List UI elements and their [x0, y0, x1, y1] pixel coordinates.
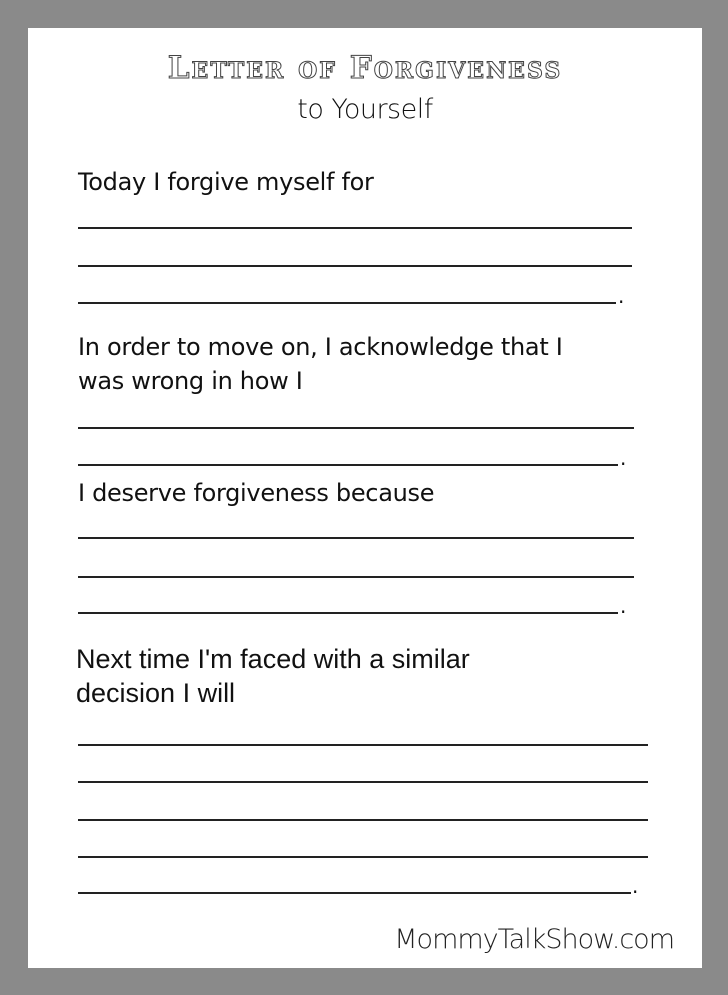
prompt-next-time-line2: decision I will	[76, 678, 236, 708]
end-period: .	[618, 284, 625, 308]
worksheet-page	[28, 28, 702, 968]
prompt-acknowledge-line2: was wrong in how I	[78, 367, 303, 395]
blank-line[interactable]	[78, 744, 648, 746]
prompt-deserve: I deserve forgiveness because	[78, 479, 435, 507]
blank-line[interactable]	[78, 781, 648, 783]
blank-line[interactable]	[78, 576, 634, 578]
blank-line[interactable]	[78, 265, 632, 267]
page-subtitle: to Yourself	[297, 94, 433, 125]
end-period: .	[620, 446, 627, 470]
site-credit: MommyTalkShow.com	[394, 924, 674, 955]
prompt-acknowledge-line1: In order to move on, I acknowledge that I	[78, 333, 563, 361]
blank-line[interactable]	[78, 427, 634, 429]
blank-line[interactable]	[78, 464, 618, 466]
blank-line[interactable]	[78, 612, 618, 614]
blank-line[interactable]	[78, 819, 648, 821]
end-period: .	[620, 594, 627, 618]
end-period: .	[632, 874, 639, 898]
blank-line[interactable]	[78, 856, 648, 858]
prompt-forgive-for: Today I forgive myself for	[78, 168, 374, 196]
page-title: Letter of Forgiveness	[167, 50, 563, 86]
blank-line[interactable]	[78, 892, 631, 894]
prompt-next-time-line1: Next time I'm faced with a similar	[76, 644, 470, 674]
blank-line[interactable]	[78, 537, 634, 539]
blank-line[interactable]	[78, 302, 616, 304]
blank-line[interactable]	[78, 227, 632, 229]
